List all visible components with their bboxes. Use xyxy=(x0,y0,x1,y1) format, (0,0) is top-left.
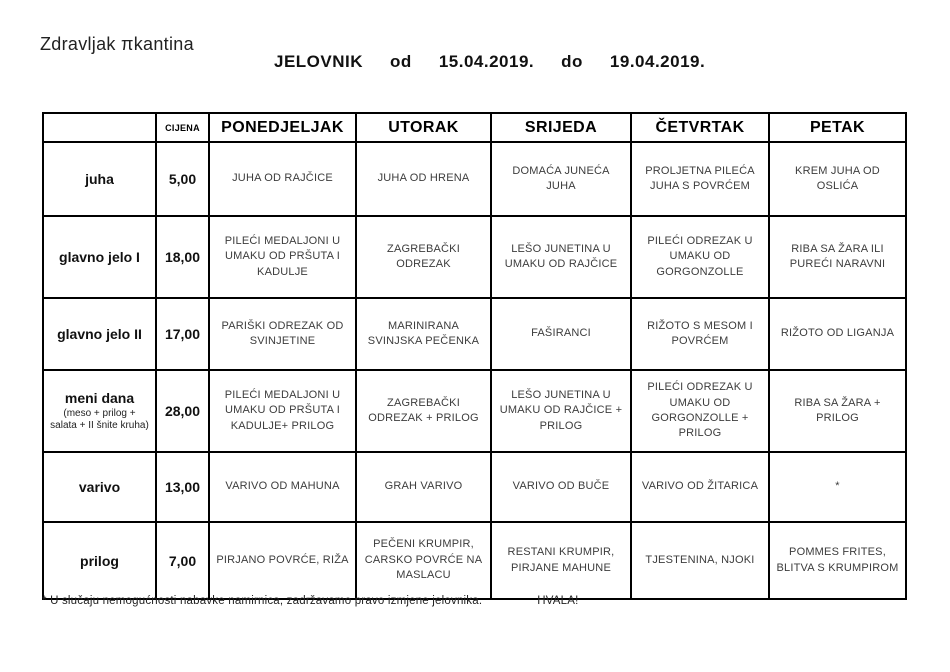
menu-cell: PROLJETNA PILEĆA JUHA S POVRĆEM xyxy=(631,142,769,216)
row-label-group xyxy=(43,370,156,452)
row-label: juha xyxy=(43,142,156,216)
menu-cell: RESTANI KRUMPIR, PIRJANE MAHUNE xyxy=(491,522,631,599)
title-menu-word: JELOVNIK xyxy=(274,52,364,71)
col-header-friday: PETAK xyxy=(769,113,906,142)
col-header-price: CIJENA xyxy=(156,113,209,142)
row-label: meni dana xyxy=(64,389,135,406)
col-header-tuesday: UTORAK xyxy=(356,113,491,142)
menu-cell: PILEĆI ODREZAK U UMAKU OD GORGONZOLLE + PRILOG xyxy=(631,370,769,452)
col-header-monday: PONEDJELJAK xyxy=(209,113,356,142)
price-cell: 13,00 xyxy=(156,452,209,522)
menu-cell: LEŠO JUNETINA U UMAKU OD RAJČICE xyxy=(491,216,631,298)
menu-cell: PILEĆI ODREZAK U UMAKU OD GORGONZOLLE xyxy=(631,216,769,298)
row-label: varivo xyxy=(43,452,156,522)
table-row-daily-menu xyxy=(43,370,906,452)
title-date-from: 15.04.2019. xyxy=(438,52,535,71)
menu-cell: FAŠIRANCI xyxy=(491,298,631,370)
menu-cell: LEŠO JUNETINA U UMAKU OD RAJČICE + PRILOG xyxy=(491,370,631,452)
brand-name: Zdravljak πkantina xyxy=(40,34,194,54)
menu-cell: RIBA SA ŽARA ILI PUREĆI NARAVNI xyxy=(769,216,906,298)
menu-cell: TJESTENINA, NJOKI xyxy=(631,522,769,599)
page-title xyxy=(274,52,705,72)
menu-table xyxy=(42,112,907,600)
footer-note xyxy=(42,595,579,607)
menu-cell: RIŽOTO S MESOM I POVRĆEM xyxy=(631,298,769,370)
thanks-text: HVALA! xyxy=(537,595,579,607)
price-cell: 28,00 xyxy=(156,370,209,452)
col-header-wednesday: SRIJEDA xyxy=(491,113,631,142)
price-cell: 7,00 xyxy=(156,522,209,599)
footnote-text: * U slučaju nemogućnosti nabavke namirnica, zadržavamo pravo izmjene jelovnika. xyxy=(42,595,483,607)
table-row-main-2 xyxy=(43,298,906,370)
table-row-stew xyxy=(43,452,906,522)
menu-cell: VARIVO OD MAHUNA xyxy=(209,452,356,522)
menu-cell: RIŽOTO OD LIGANJA xyxy=(769,298,906,370)
menu-cell: ZAGREBAČKI ODREZAK + PRILOG xyxy=(356,370,491,452)
menu-cell: VARIVO OD BUČE xyxy=(491,452,631,522)
header-row xyxy=(43,113,906,142)
table-row-side-dish xyxy=(43,522,906,599)
menu-cell: JUHA OD HRENA xyxy=(356,142,491,216)
row-label: prilog xyxy=(43,522,156,599)
menu-cell: PARIŠKI ODREZAK OD SVINJETINE xyxy=(209,298,356,370)
menu-cell: PILEĆI MEDALJONI U UMAKU OD PRŠUTA I KADULJE xyxy=(209,216,356,298)
title-to-word: do xyxy=(561,52,583,71)
menu-cell: RIBA SA ŽARA + PRILOG xyxy=(769,370,906,452)
menu-cell: PILEĆI MEDALJONI U UMAKU OD PRŠUTA I KADULJE+ PRILOG xyxy=(209,370,356,452)
row-label: glavno jelo II xyxy=(43,298,156,370)
menu-cell: ZAGREBAČKI ODREZAK xyxy=(356,216,491,298)
col-header-thursday: ČETVRTAK xyxy=(631,113,769,142)
title-from-word: od xyxy=(390,52,412,71)
table-row-main-1 xyxy=(43,216,906,298)
menu-cell: POMMES FRITES, BLITVA S KRUMPIROM xyxy=(769,522,906,599)
row-sublabel: (meso + prilog + salata + II šnite kruha) xyxy=(50,407,149,431)
menu-cell: GRAH VARIVO xyxy=(356,452,491,522)
table-row-soup xyxy=(43,142,906,216)
price-cell: 17,00 xyxy=(156,298,209,370)
menu-cell: KREM JUHA OD OSLIĆA xyxy=(769,142,906,216)
menu-cell: DOMAĆA JUNEĆA JUHA xyxy=(491,142,631,216)
title-date-to: 19.04.2019. xyxy=(609,52,706,71)
menu-cell: VARIVO OD ŽITARICA xyxy=(631,452,769,522)
corner-cell xyxy=(43,113,156,142)
row-label: glavno jelo I xyxy=(43,216,156,298)
menu-cell: * xyxy=(769,452,906,522)
menu-cell: JUHA OD RAJČICE xyxy=(209,142,356,216)
menu-cell: PIRJANO POVRĆE, RIŽA xyxy=(209,522,356,599)
menu-cell: PEČENI KRUMPIR, CARSKO POVRĆE NA MASLACU xyxy=(356,522,491,599)
price-cell: 18,00 xyxy=(156,216,209,298)
menu-cell: MARINIRANA SVINJSKA PEČENKA xyxy=(356,298,491,370)
price-cell: 5,00 xyxy=(156,142,209,216)
